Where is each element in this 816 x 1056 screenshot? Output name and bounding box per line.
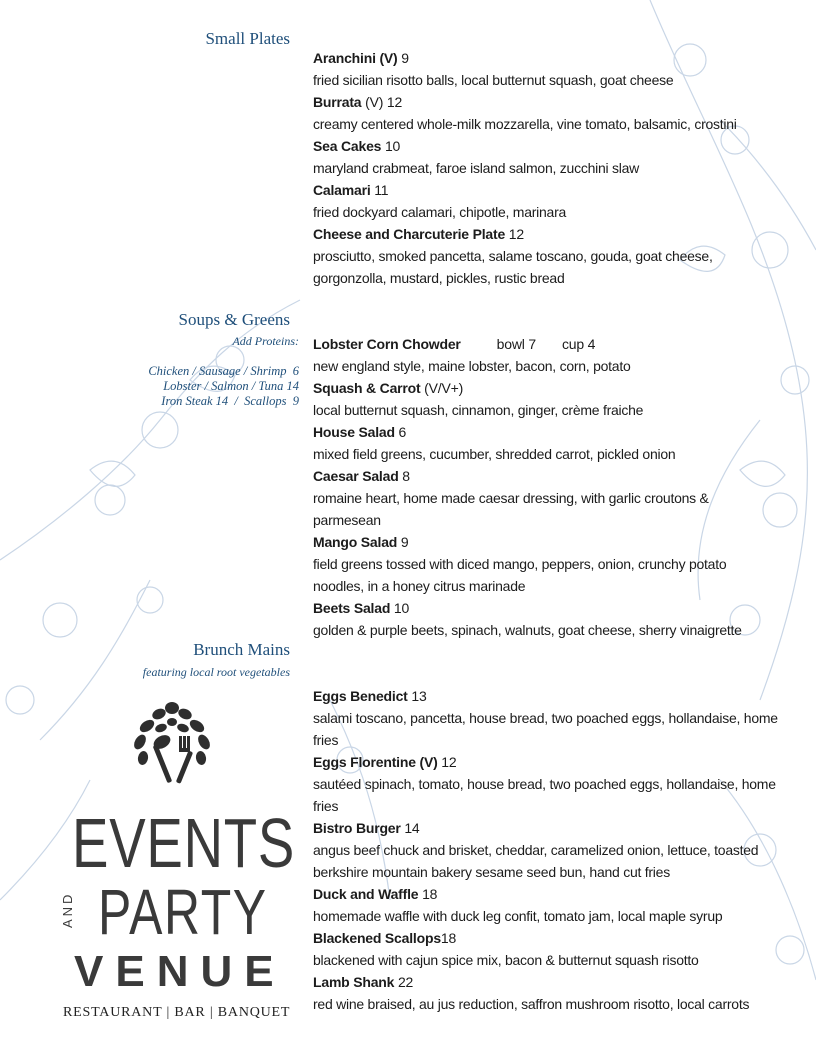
brand-and-text: AND xyxy=(60,891,75,928)
menu-item xyxy=(313,927,783,971)
item-tag: (V/V+) xyxy=(424,380,464,396)
menu-item xyxy=(313,421,783,465)
item-description: fried sicilian risotto balls, local butternut squash, goat cheese xyxy=(313,72,674,88)
brunch-mains-heading: Brunch Mains xyxy=(193,640,290,659)
brunch-mains-subtitle: featuring local root vegetables xyxy=(142,665,290,679)
menu-item xyxy=(313,135,783,179)
item-price: 6 xyxy=(398,424,407,440)
item-name: Cheese and Charcuterie Plate xyxy=(313,226,506,242)
item-description: fries xyxy=(313,732,339,748)
menu-item xyxy=(313,465,783,531)
item-description: fries xyxy=(313,798,339,814)
item-price: 18 xyxy=(440,930,457,946)
menu-item xyxy=(313,971,783,1015)
item-description: maryland crabmeat, faroe island salmon, zucchini slaw xyxy=(313,160,640,176)
item-description: local butternut squash, cinnamon, ginger, crème fraiche xyxy=(313,402,644,418)
item-description: romaine heart, home made caesar dressing, with garlic croutons & xyxy=(313,490,709,506)
soups-greens-heading: Soups & Greens xyxy=(178,310,290,329)
add-proteins-label: Add Proteins: xyxy=(232,334,299,348)
protein-option: Chicken / Sausage / Shrimp 6 xyxy=(148,364,299,378)
item-price: 9 xyxy=(400,534,409,550)
item-name: Eggs Florentine (V) xyxy=(313,754,438,770)
tree-fork-spoon-icon xyxy=(131,700,213,792)
item-price: 12 xyxy=(508,226,524,242)
item-price: 13 xyxy=(411,688,427,704)
item-price: 8 xyxy=(402,468,410,484)
item-description: blackened with cajun spice mix, bacon & butternut squash risotto xyxy=(313,952,699,968)
menu-item xyxy=(313,751,783,817)
item-name: Calamari xyxy=(313,182,371,198)
small-plates-list xyxy=(313,47,783,289)
item-name: Blackened Scallops xyxy=(313,930,441,946)
protein-option: Lobster / Salmon / Tuna 14 xyxy=(163,379,299,393)
item-description: red wine braised, au jus reduction, saffron mushroom risotto, local carrots xyxy=(313,996,750,1012)
protein-option: Iron Steak 14 / Scallops 9 xyxy=(161,394,299,408)
item-name: Bistro Burger xyxy=(313,820,401,836)
item-price-cup: cup 4 xyxy=(561,336,596,352)
menu-item xyxy=(313,377,783,421)
item-name: House Salad xyxy=(313,424,395,440)
item-description: prosciutto, smoked pancetta, salame toscano, gouda, goat cheese, xyxy=(313,248,713,264)
item-description: fried dockyard calamari, chipotle, marinara xyxy=(313,204,567,220)
item-name: Caesar Salad xyxy=(313,468,399,484)
item-description: salami toscano, pancetta, house bread, two poached eggs, hollandaise, home xyxy=(313,710,778,726)
item-name: Eggs Benedict xyxy=(313,688,408,704)
item-description: mixed field greens, cucumber, shredded carrot, pickled onion xyxy=(313,446,676,462)
item-description: homemade waffle with duck leg confit, tomato jam, local maple syrup xyxy=(313,908,723,924)
item-description: noodles, in a honey citrus marinade xyxy=(313,578,526,594)
item-description: parmesean xyxy=(313,512,381,528)
item-price: 14 xyxy=(404,820,420,836)
menu-item xyxy=(313,47,783,91)
item-description: angus beef chuck and brisket, cheddar, caramelized onion, lettuce, toasted xyxy=(313,842,759,858)
item-price: 18 xyxy=(422,886,438,902)
brand-events-text: EVENTS xyxy=(72,804,296,882)
item-price: 10 xyxy=(384,138,401,154)
brand-venue-text: VENUE xyxy=(74,947,286,996)
item-name: Burrata xyxy=(313,94,362,110)
menu-item xyxy=(313,883,783,927)
item-tag: (V) xyxy=(365,94,384,110)
item-description: golden & purple beets, spinach, walnuts, goat cheese, sherry vinaigrette xyxy=(313,622,742,638)
item-price-bowl: bowl 7 xyxy=(496,336,536,352)
item-name: Squash & Carrot xyxy=(313,380,421,396)
menu-item xyxy=(313,179,783,223)
item-description: gorgonzolla, mustard, pickles, rustic bread xyxy=(313,270,565,286)
item-name: Beets Salad xyxy=(313,600,391,616)
item-name: Lamb Shank xyxy=(313,974,395,990)
item-price: 10 xyxy=(393,600,410,616)
item-description: berkshire mountain bakery sesame seed bun, hand cut fries xyxy=(313,864,670,880)
brunch-mains-list xyxy=(313,685,783,1015)
menu-item xyxy=(313,333,783,377)
item-description: sautéed spinach, tomato, house bread, two poached eggs, hollandaise, home xyxy=(313,776,776,792)
item-price: 22 xyxy=(397,974,414,990)
item-name: Lobster Corn Chowder xyxy=(313,336,461,352)
item-price: 12 xyxy=(441,754,457,770)
menu-item xyxy=(313,91,783,135)
item-name: Aranchini (V) xyxy=(313,50,398,66)
item-description: field greens tossed with diced mango, peppers, onion, crunchy potato xyxy=(313,556,727,572)
item-name: Mango Salad xyxy=(313,534,398,550)
menu-item xyxy=(313,597,783,641)
soups-greens-list xyxy=(313,333,783,641)
brand-tagline: RESTAURANT | BAR | BANQUET xyxy=(63,1005,291,1020)
item-name: Duck and Waffle xyxy=(313,886,419,902)
menu-item xyxy=(313,531,783,597)
item-description: creamy centered whole-milk mozzarella, vine tomato, balsamic, crostini xyxy=(313,116,737,132)
small-plates-heading: Small Plates xyxy=(205,29,290,48)
item-price: 9 xyxy=(401,50,409,66)
menu-item xyxy=(313,817,783,883)
item-name: Sea Cakes xyxy=(313,138,382,154)
menu-item xyxy=(313,223,783,289)
menu-item xyxy=(313,685,783,751)
item-description: new england style, maine lobster, bacon, corn, potato xyxy=(313,358,631,374)
item-price: 11 xyxy=(374,182,389,198)
item-price: 12 xyxy=(386,94,403,110)
brand-party-text: PARTY xyxy=(98,876,268,948)
